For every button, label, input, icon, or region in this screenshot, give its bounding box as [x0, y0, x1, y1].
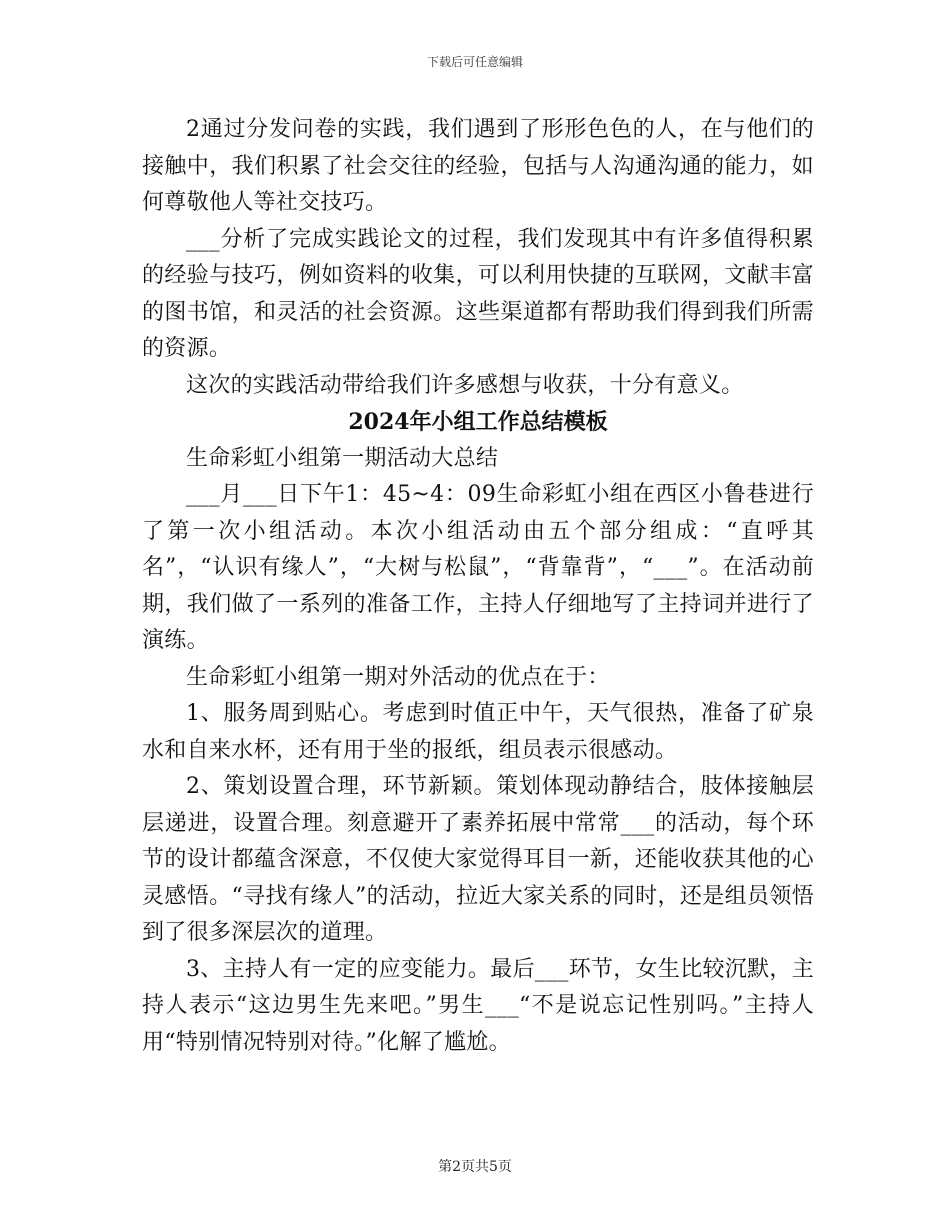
- page-footer-indicator: 第2页共5页: [438, 1159, 512, 1175]
- paragraph-summary-heading: 生命彩虹小组第一期活动大总结: [186, 445, 499, 471]
- paragraph-activity-intro: ___月___日下午1：45~4：09生命彩虹小组在西区小鲁巷进行了第一次小组活动。本次小组活动由五个部分组成：“直呼其名”，“认识有缘人”，“大树与松鼠”，“背靠背”，“___”。在活动前期，我们做了一系列的准备工作，主持人仔细地写了主持词并进行了演练。: [142, 482, 814, 653]
- paragraph-questionnaire: 2通过分发问卷的实践，我们遇到了形形色色的人，在与他们的接触中，我们积累了社会交往的经验，包括与人沟通沟通的能力，如何尊敬他人等社交技巧。: [142, 117, 814, 215]
- paragraph-analysis: ___分析了完成实践论文的过程，我们发现其中有许多值得积累的经验与技巧，例如资料的收集，可以利用快捷的互联网，文献丰富的图书馆，和灵活的社会资源。这些渠道都有帮助我们得到我们所需的资源。: [142, 226, 814, 361]
- paragraph-advantage-2: 2、策划设置合理，环节新颖。策划体现动静结合，肢体接触层层递进，设置合理。刻意避开了素养拓展中常常___的活动，每个环节的设计都蕴含深意，不仅使大家觉得耳目一新，还能收获其他的心灵感悟。“寻找有缘人”的活动，拉近大家关系的同时，还是组员领悟到了很多深层次的道理。: [142, 774, 814, 945]
- paragraph-conclusion: 这次的实践活动带给我们许多感想与收获，十分有意义。: [186, 372, 744, 398]
- paragraph-advantage-3: 3、主持人有一定的应变能力。最后___环节，女生比较沉默，主持人表示“这边男生先来吧。”男生___“不是说忘记性别吗。”主持人用“特别情况特别对待。”化解了尴尬。: [142, 956, 814, 1055]
- document-body: [142, 112, 814, 1061]
- paragraph-advantage-1: 1、服务周到贴心。考虑到时值正中午，天气很热，准备了矿泉水和自来水杯，还有用于坐的报纸，组员表示很感动。: [142, 701, 814, 763]
- section-title: 2024年小组工作总结模板: [348, 409, 608, 435]
- paragraph-advantages-heading: 生命彩虹小组第一期对外活动的优点在于：: [186, 664, 610, 690]
- page-header-note: 下载后可任意编辑: [426, 55, 523, 69]
